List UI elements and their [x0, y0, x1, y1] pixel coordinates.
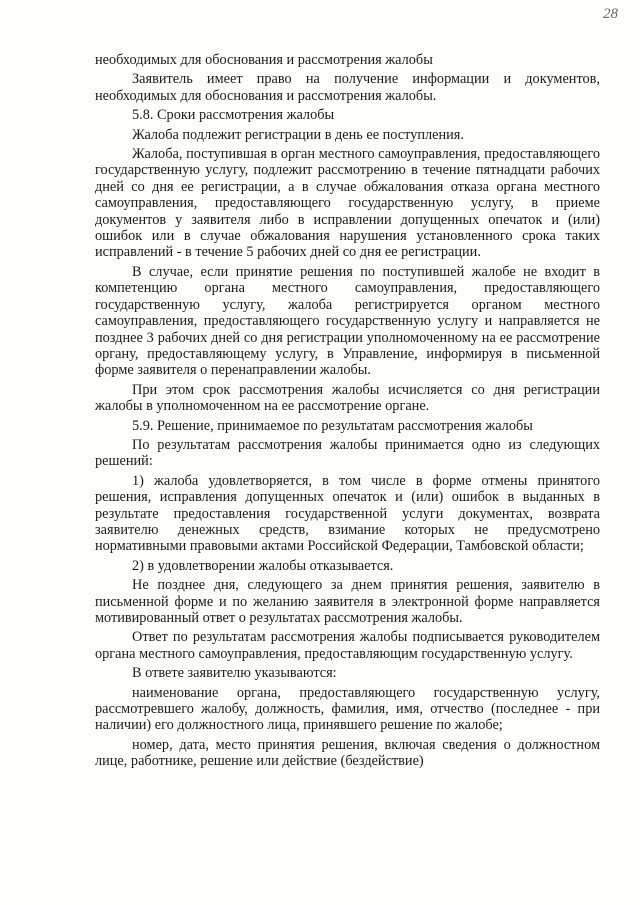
paragraph: В ответе заявителю указываются: — [132, 665, 337, 682]
paragraph: Жалоба подлежит регистрации в день ее поступления. — [132, 126, 464, 143]
paragraph: 2) в удовлетворении жалобы отказывается. — [132, 557, 394, 574]
paragraph: необходимых для обоснования и рассмотрения жалобы — [95, 52, 433, 68]
paragraph: При этом срок рассмотрения жалобы исчисляется со дня регистрации жалобы в уполномоченном на ее рассмотрение органе. — [95, 381, 600, 415]
paragraph: В случае, если принятие решения по поступившей жалобе не входит в компетенцию органа местного самоуправления, предоставляющего государственную услугу, жалоба регистрируется органом местного самоуправления, предоставляющего государственную услугу и направляется не позднее 3 рабочих дней со дня регистрации уполномоченному на ее рассмотрение органу, предоставляющему услугу, в Управление, информируя в письменной форме заявителя о перенаправлении жалобы. — [95, 263, 600, 379]
paragraph: 5.9. Решение, принимаемое по результатам рассмотрения жалобы — [132, 417, 533, 434]
document-body — [95, 52, 600, 773]
page-number: 28 — [603, 6, 618, 22]
paragraph: Ответ по результатам рассмотрения жалобы подписывается руководителем органа местного самоуправления, предоставляющим государственную услугу. — [95, 629, 600, 662]
paragraph: По результатам рассмотрения жалобы принимается одно из следующих решений: — [95, 436, 600, 470]
paragraph: Жалоба, поступившая в орган местного самоуправления, предоставляющего государственную услугу, подлежит рассмотрению в течение пятнадцати рабочих дней со дня ее регистрации, а в случае обжалования отказа органа местного самоуправления, предоставляющего государственную услугу, в приеме документов у заявителя либо в исправлении допущенных опечаток и (или) ошибок или в случае обжалования нарушения установленного срока таких исправлений - в течение 5 рабочих дней со дня ее регистрации. — [95, 146, 600, 261]
paragraph: 1) жалоба удовлетворяется, в том числе в форме отмены принятого решения, исправления допущенных опечаток и (или) ошибок в выданных в результате предоставления государственной услуги документах, возврата заявителю денежных средств, взимание которых не предусмотрено нормативными правовыми актами Российской Федерации, Тамбовской области; — [95, 472, 600, 555]
paragraph: 5.8. Сроки рассмотрения жалобы — [132, 107, 335, 124]
paragraph: наименование органа, предоставляющего государственную услугу, рассмотревшего жалобу, должность, фамилия, имя, отчество (последнее - при наличии) его должностного лица, принявшего решение по жалобе; — [95, 684, 600, 734]
paragraph: Не позднее дня, следующего за днем принятия решения, заявителю в письменной форме и по желанию заявителя в электронной форме направляется мотивированный ответ о результатах рассмотрения жалобы. — [95, 577, 600, 626]
paragraph: Заявитель имеет право на получение информации и документов, необходимых для обоснования и рассмотрения жалобы. — [95, 71, 600, 104]
paragraph: номер, дата, место принятия решения, включая сведения о должностном лице, работнике, решение или действие (бездействие) — [95, 736, 600, 770]
